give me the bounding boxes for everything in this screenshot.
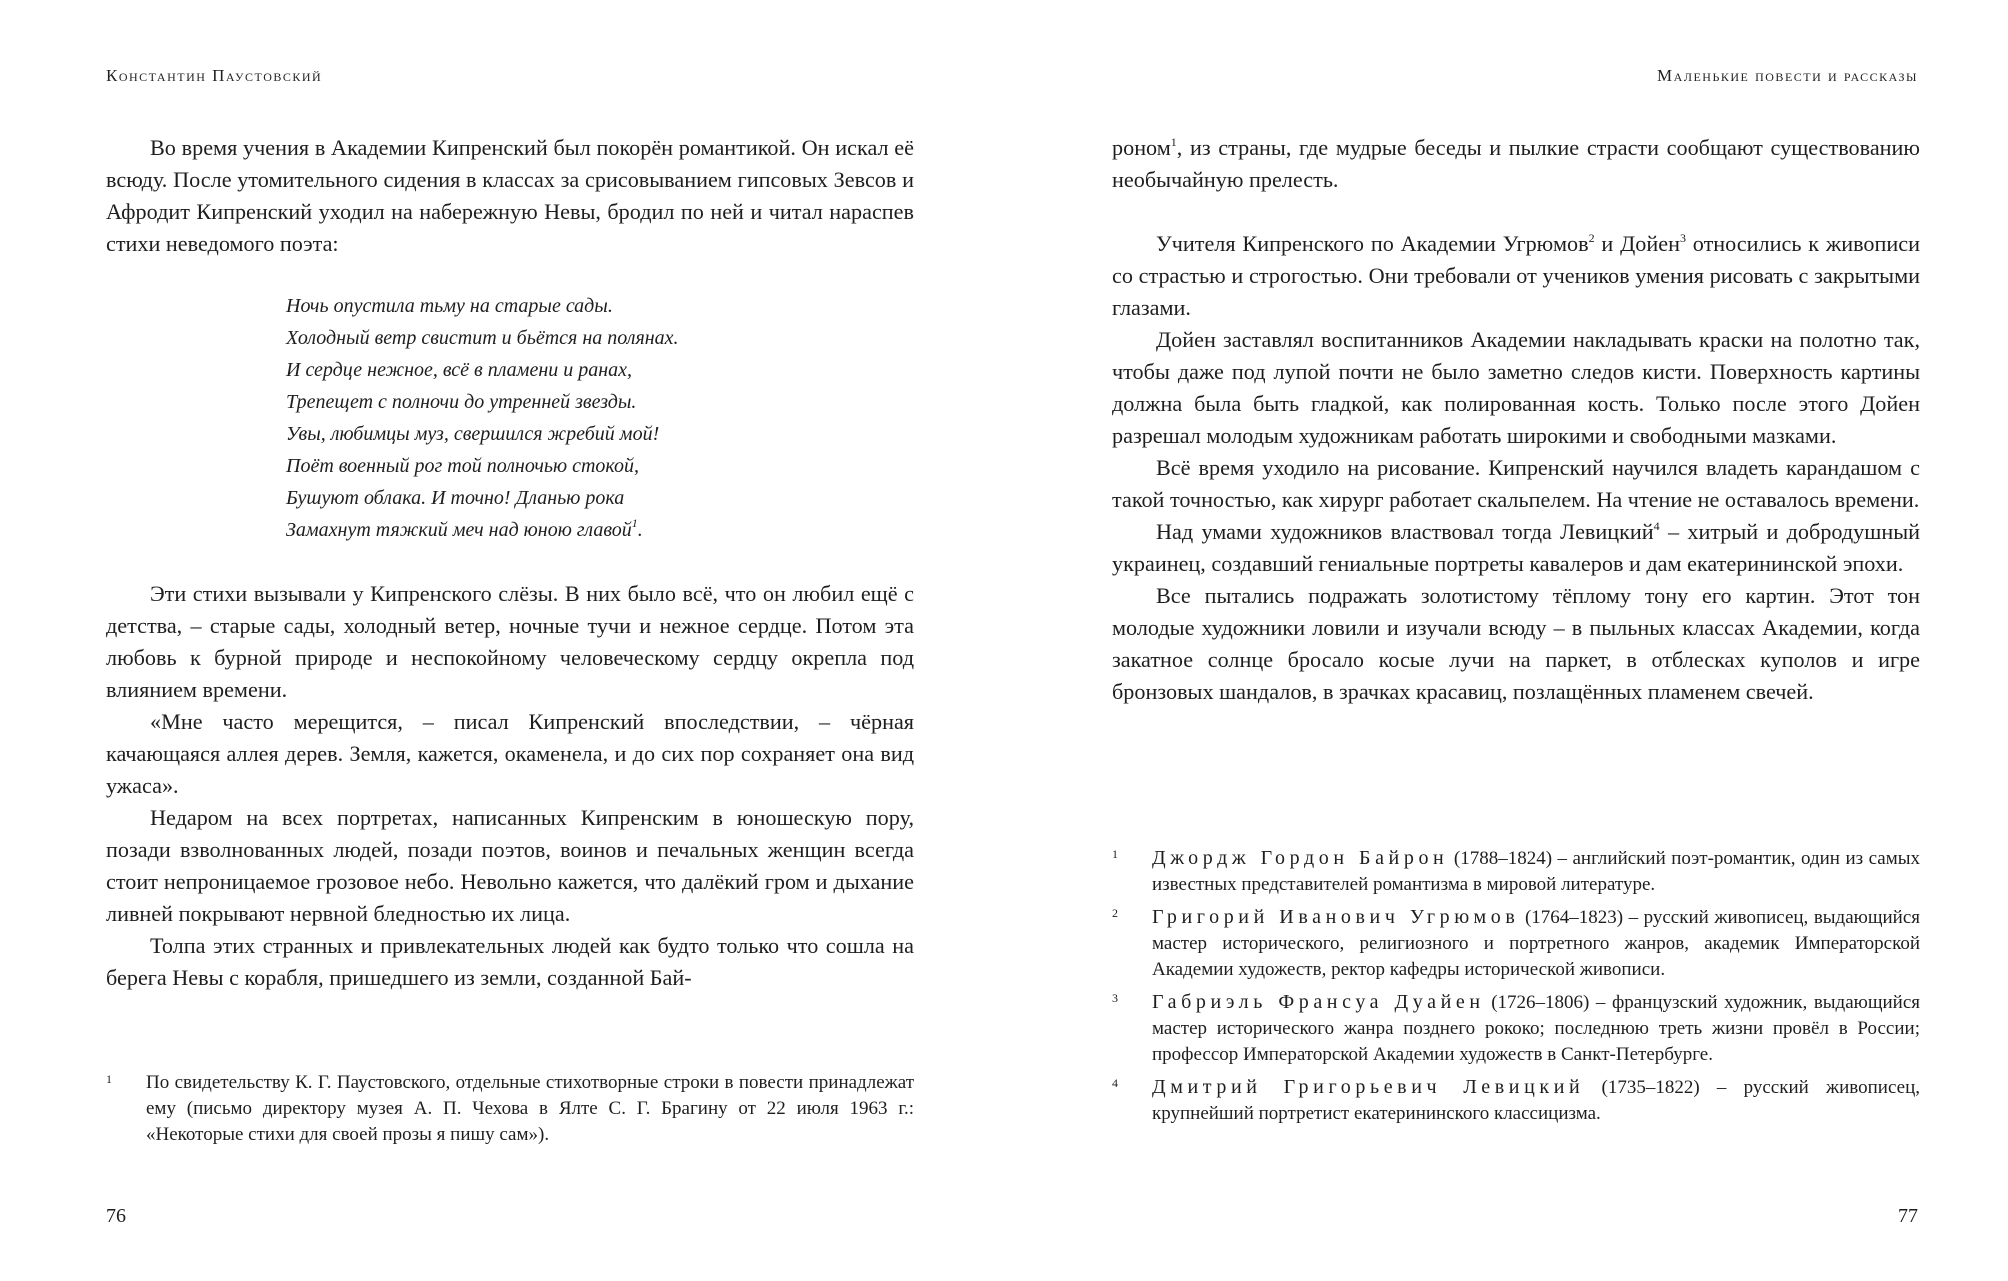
verse-line: Трепещет с полночи до утренней звезды. <box>286 391 637 413</box>
footnote-ref[interactable]: 4 <box>1653 519 1660 533</box>
text-run: , из страны, где мудрые беседы и пылкие страсти сообщают существованию необычайную прелесть. <box>1112 135 1920 192</box>
footnote-text: (1726–1806) – французский художник, выдающийся мастер исторического жанра позднего рококо; последнюю треть жизни провёл в России; профессор Императорской Академии художеств в Санкт-Петербурге. <box>1152 992 1920 1065</box>
footnote-person-name: Габриэль Франсуа Дуайен <box>1152 991 1485 1013</box>
footnote-number: 2 <box>1112 906 1118 920</box>
page-number: 77 <box>1898 1205 1918 1227</box>
verse-line-last <box>286 514 914 546</box>
footnote-ref[interactable]: 2 <box>1588 231 1595 245</box>
paragraph: «Мне часто мерещится, – писал Кипренский впоследствии, – чёрная качающаяся аллея дерев. Земля, кажется, окаменела, и до сих пор сохраняет она вид ужаса». <box>106 709 914 798</box>
footnote-person-name: Григорий Иванович Угрюмов <box>1152 906 1520 928</box>
main-text <box>1112 132 1920 708</box>
text-run: – хитрый и добродушный украинец, создавший гениальные портреты кавалеров и дам екатерининской эпохи. <box>1112 519 1920 576</box>
verse-line-text: Замахнут тяжкий меч над юною главой <box>286 519 632 541</box>
footnotes <box>106 1070 914 1154</box>
text-run: Учителя Кипренского по Академии Угрюмов <box>1156 231 1589 256</box>
footnotes <box>1112 845 1920 1133</box>
verse-punct: . <box>637 519 643 541</box>
text-run: относились к живописи со страстью и строгостью. Они требовали от учеников умения рисовать с закрытыми глазами. <box>1112 231 1920 320</box>
footnote-number: 1 <box>1112 847 1118 861</box>
footnote-number: 4 <box>1112 1076 1118 1090</box>
paragraph: Всё время уходило на рисование. Кипренский научился владеть карандашом с такой точностью, как хирург работает скальпелем. На чтение не оставалось времени. <box>1112 455 1920 512</box>
footnote-ref[interactable]: 3 <box>1679 231 1686 245</box>
footnote-person-name: Дмитрий Григорьевич Левицкий <box>1152 1076 1585 1098</box>
paragraph-continuation <box>1112 132 1920 196</box>
paragraph: Толпа этих странных и привлекательных людей как будто только что сошла на берега Невы с корабля, пришедшего из земли, созданной Бай- <box>106 933 914 990</box>
page-number: 76 <box>106 1205 126 1227</box>
paragraph: Все пытались подражать золотистому тёплому тону его картин. Этот тон молодые художники ловили и изучали всюду – в пыльных классах Академии, когда закатное солнце бросало косые лучи на паркет, в отблесках куполов и игре бронзовых шандалов, в зрачках красавиц, позлащённых пламенем свечей. <box>1112 583 1920 704</box>
paragraph <box>1112 228 1920 324</box>
text-run: роном <box>1112 135 1171 160</box>
paragraph: Во время учения в Академии Кипренский был покорён романтикой. Он искал её всюду. После утомительного сидения в классах за срисовыванием гипсовых Зевсов и Афродит Кипренский уходил на набережную Невы, бродил по ней и читал нараспев стихи неведомого поэта: <box>106 135 914 256</box>
text-run: и Дойен <box>1594 231 1680 256</box>
footnote-text: (1735–1822) – русский живописец, крупнейший портретист екатерининского классицизма. <box>1152 1077 1920 1124</box>
footnote <box>1112 1074 1920 1127</box>
footnote-ref[interactable]: 1 <box>631 516 638 530</box>
paragraph: Недаром на всех портретах, написанных Кипренским в юношескую пору, позади взволнованных людей, позади поэтов, воинов и печальных женщин всегда стоит непроницаемое грозовое небо. Невольно кажется, что далёкий гром и дыхание ливней покрывают нервной бледностью их лица. <box>106 805 914 926</box>
footnote <box>1112 845 1920 898</box>
footnote-text: (1764–1823) – русский живописец, выдающийся мастер исторического, религиозного и портретного жанров, академик Императорской Академии художеств, ректор кафедры исторической живописи. <box>1152 907 1920 980</box>
verse-line: И сердце нежное, всё в пламени и ранах, <box>286 359 633 381</box>
running-head-author: Константин Паустовский <box>106 66 323 85</box>
footnote-text: (1788–1824) – английский поэт-романтик, один из самых известных представителей романтизма в мировой литературе. <box>1152 848 1921 895</box>
verse-line: Увы, любимцы муз, свершился жребий мой! <box>286 423 660 445</box>
footnote <box>1112 904 1920 983</box>
footnote-number: 1 <box>106 1072 112 1086</box>
verse-block <box>286 290 914 546</box>
footnote <box>106 1070 914 1148</box>
footnote-person-name: Джордж Гордон Байрон <box>1152 847 1449 869</box>
main-text <box>106 132 914 994</box>
paragraph: Эти стихи вызывали у Кипренского слёзы. В них было всё, что он любил ещё с детства, – старые сады, холодный ветер, ночные тучи и нежное сердце. Потом эта любовь к бурной природе и неспокойному человеческому сердцу окрепла под влиянием времени. <box>106 581 914 702</box>
verse-line: Поёт военный рог той полночью стокой, <box>286 455 639 477</box>
footnote-ref[interactable]: 1 <box>1170 135 1177 149</box>
footnote-number: 3 <box>1112 991 1118 1005</box>
text-run: Над умами художников властвовал тогда Левицкий <box>1156 519 1654 544</box>
running-head-title: Маленькие повести и рассказы <box>1657 66 1918 85</box>
verse-line: Ночь опустила тьму на старые сады. <box>286 295 613 317</box>
verse-line: Холодный ветр свистит и бьётся на полянах. <box>286 327 679 349</box>
paragraph <box>1112 516 1920 580</box>
paragraph: Дойен заставлял воспитанников Академии накладывать краски на полотно так, чтобы даже под лупой почти не было заметно следов кисти. Поверхность картины должна была быть гладкой, как полированная кость. Только после этого Дойен разрешал молодым художникам работать широкими и свободными мазками. <box>1112 327 1920 448</box>
footnote-text: По свидетельству К. Г. Паустовского, отдельные стихотворные строки в повести принадлежат ему (письмо директору музея А. П. Чехова в Ялте С. Г. Брагину от 22 июля 1963 г.: «Некоторые стихи для своей прозы я пишу сам»). <box>146 1072 914 1145</box>
footnote <box>1112 989 1920 1068</box>
verse-line: Бушуют облака. И точно! Дланью рока <box>286 487 625 509</box>
right-page <box>1004 0 2008 1281</box>
